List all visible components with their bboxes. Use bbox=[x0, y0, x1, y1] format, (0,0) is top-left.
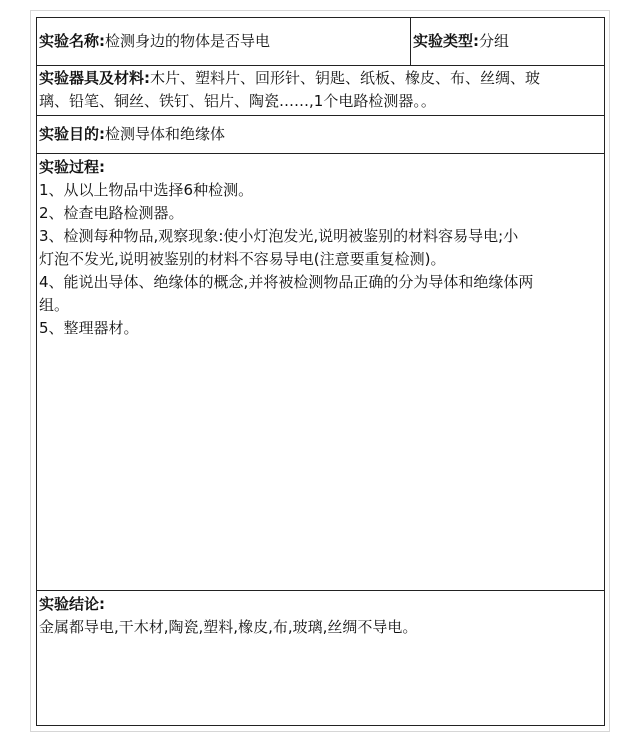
materials-value-line1: 木片、塑料片、回形针、钥匙、纸板、橡皮、布、丝绸、玻 bbox=[150, 69, 541, 87]
process-cell bbox=[37, 154, 604, 590]
process-step: 5、整理器材。 bbox=[39, 319, 139, 337]
materials-row bbox=[37, 66, 604, 116]
experiment-name-row bbox=[37, 18, 604, 66]
experiment-type-label: 实验类型: bbox=[413, 32, 479, 50]
conclusion-label: 实验结论: bbox=[39, 595, 105, 613]
process-step: 3、检测每种物品,观察现象:使小灯泡发光,说明被鉴别的材料容易导电;小 bbox=[39, 227, 519, 245]
conclusion-row bbox=[37, 591, 604, 725]
process-row bbox=[37, 154, 604, 591]
experiment-type-cell bbox=[411, 18, 604, 65]
experiment-record-form bbox=[36, 17, 605, 726]
process-label: 实验过程: bbox=[39, 158, 105, 176]
conclusion-value: 金属都导电,干木材,陶瓷,塑料,橡皮,布,玻璃,丝绸不导电。 bbox=[39, 618, 418, 636]
process-step: 1、从以上物品中选择6种检测。 bbox=[39, 181, 254, 199]
process-step: 组。 bbox=[39, 296, 70, 314]
materials-cell bbox=[37, 66, 604, 115]
experiment-name-cell bbox=[37, 18, 410, 65]
purpose-row bbox=[37, 116, 604, 154]
purpose-label: 实验目的: bbox=[39, 125, 105, 143]
conclusion-cell bbox=[37, 591, 604, 725]
process-step: 4、能说出导体、绝缘体的概念,并将被检测物品正确的分为导体和绝缘体两 bbox=[39, 273, 534, 291]
experiment-name-value: 检测身边的物体是否导电 bbox=[105, 32, 271, 50]
materials-value-line2: 璃、铅笔、铜丝、铁钉、铝片、陶瓷……,1个电路检测器。。 bbox=[39, 92, 436, 110]
purpose-value: 检测导体和绝缘体 bbox=[105, 125, 226, 143]
experiment-name-label: 实验名称: bbox=[39, 32, 105, 50]
process-step: 2、检查电路检测器。 bbox=[39, 204, 184, 222]
experiment-type-value: 分组 bbox=[479, 32, 510, 50]
materials-label: 实验器具及材料: bbox=[39, 69, 150, 87]
process-step: 灯泡不发光,说明被鉴别的材料不容易导电(注意要重复检测)。 bbox=[39, 250, 446, 268]
purpose-cell bbox=[37, 116, 604, 153]
